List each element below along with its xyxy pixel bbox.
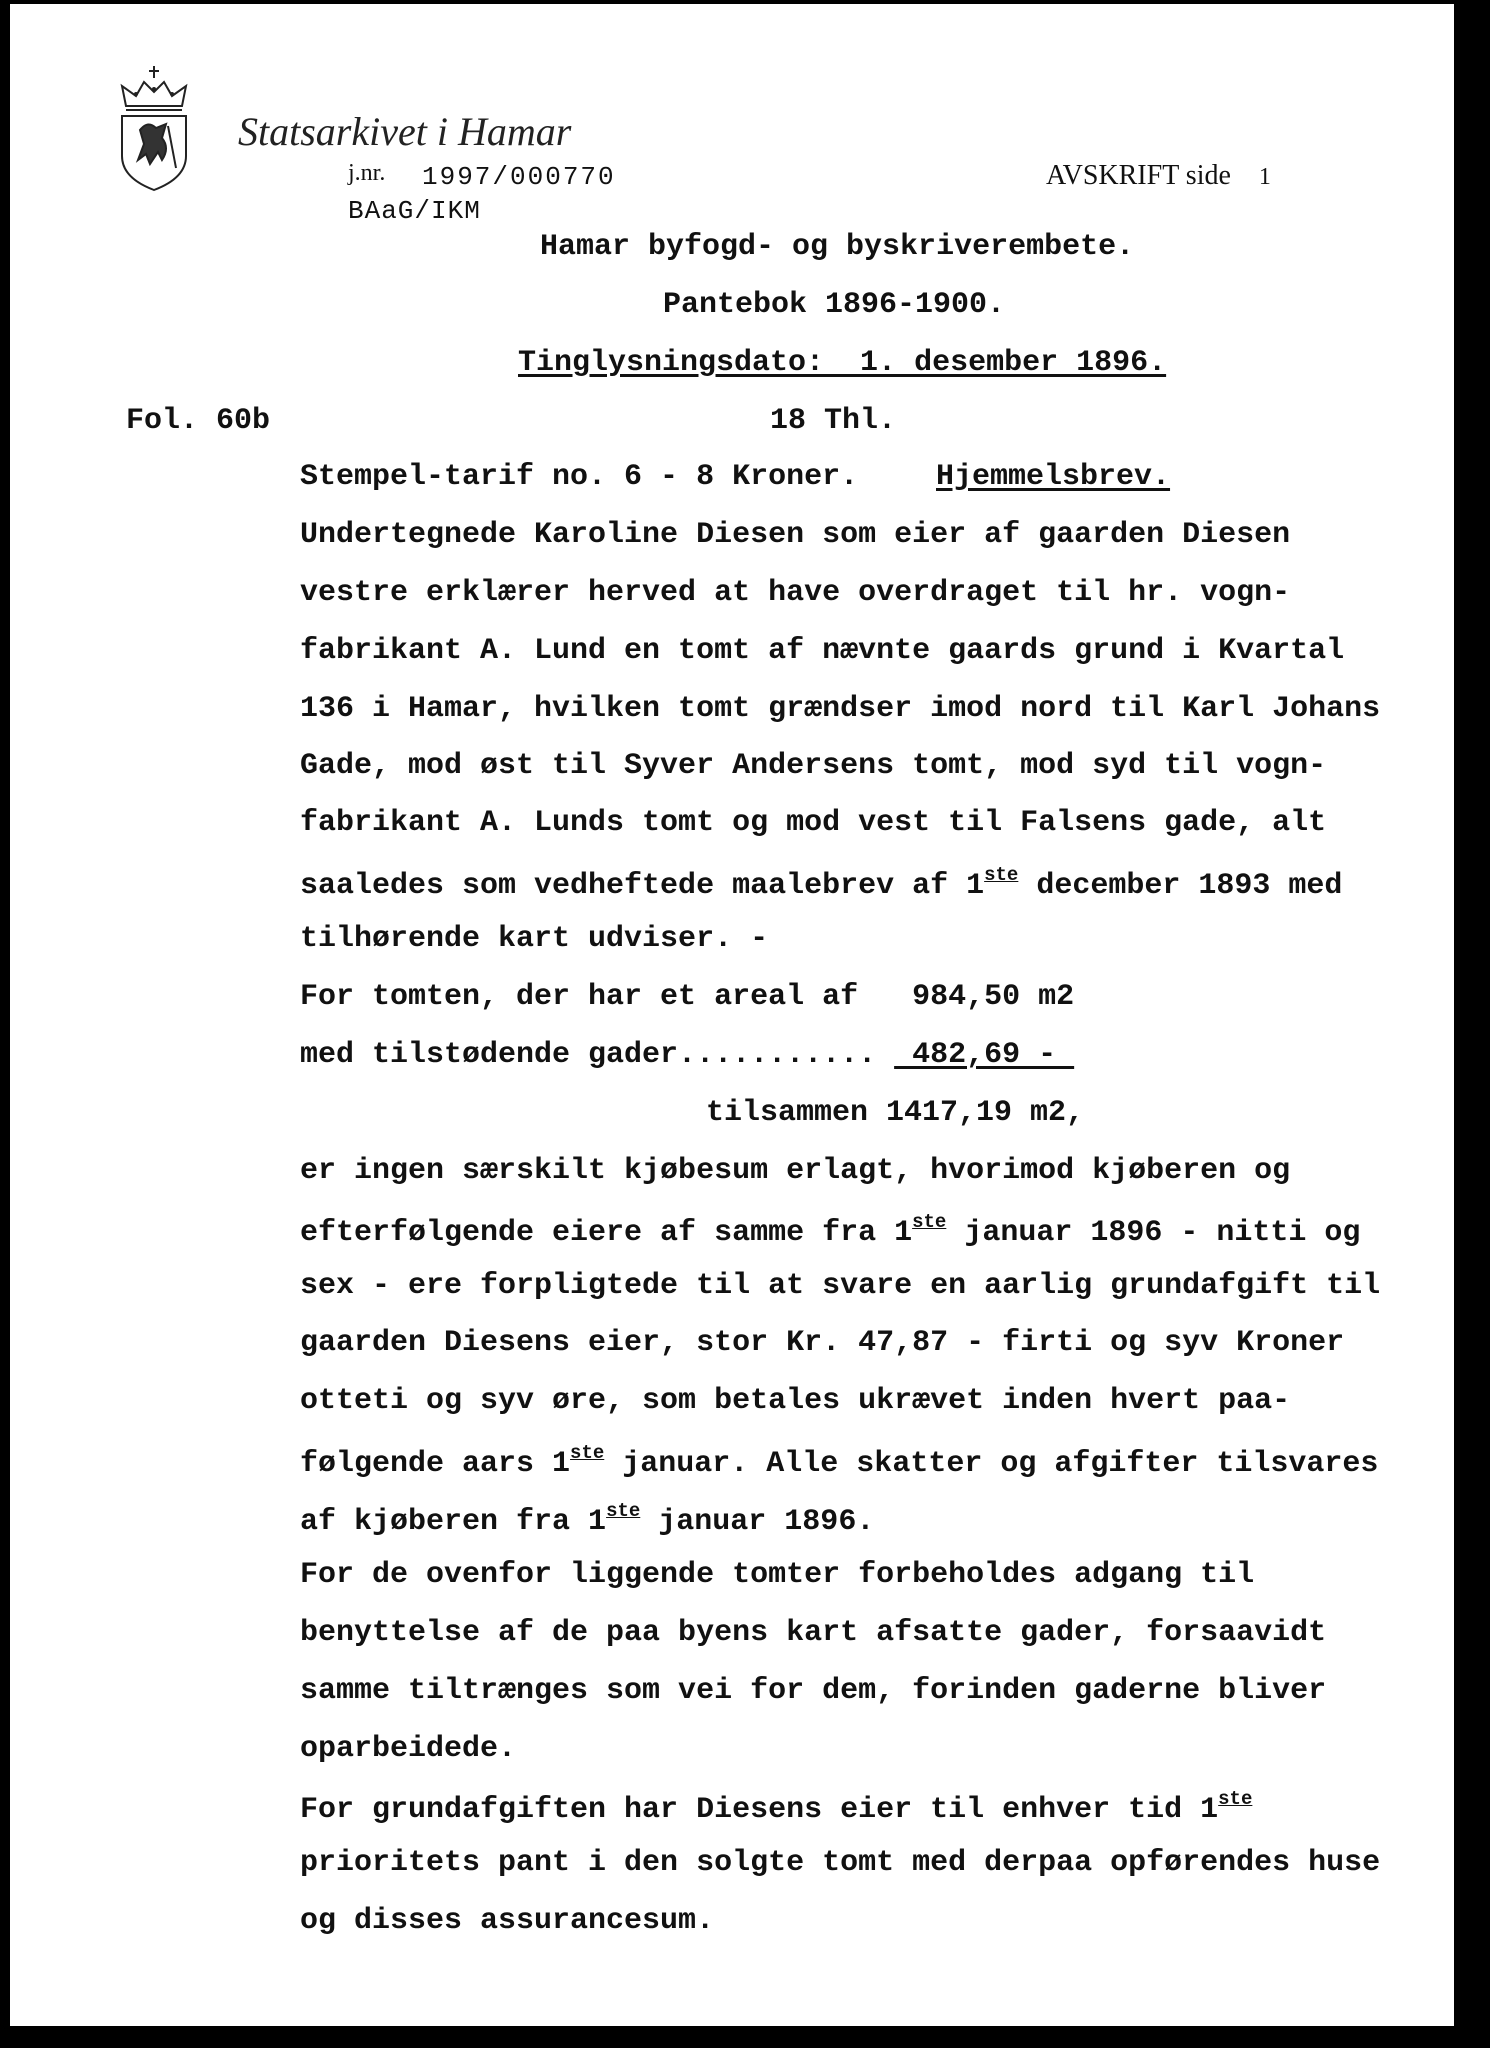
reference-code: BAaG/IKM: [348, 196, 481, 226]
body-line: otteti og syv øre, som betales ukrævet inden hvert paa-: [300, 1384, 1291, 1418]
body-text: december 1893 med: [1018, 869, 1343, 903]
body-line: [300, 1788, 1252, 1827]
body-line: [300, 864, 1342, 903]
body-text: januar 1896 - nitti og: [946, 1216, 1361, 1250]
body-text: januar. Alle skatter og afgifter tilsvares: [604, 1447, 1379, 1481]
total-line: tilsammen 1417,19 m2,: [706, 1096, 1085, 1130]
body-line: [300, 1500, 874, 1539]
body-line: og disses assurancesum.: [300, 1904, 715, 1938]
body-line: [300, 1038, 1074, 1072]
journal-number: 1997/000770: [422, 162, 616, 192]
body-line: gaarden Diesens eier, stor Kr. 47,87 - firti og syv Kroner: [300, 1326, 1345, 1360]
transcript-label: AVSKRIFT side: [1046, 160, 1231, 191]
book-heading: Pantebok 1896-1900.: [663, 288, 1006, 322]
superscript: ste: [912, 1211, 947, 1233]
page-number: 1: [1258, 164, 1271, 190]
body-text: januar 1896.: [640, 1505, 875, 1539]
superscript: ste: [1218, 1788, 1253, 1810]
body-line: vestre erklærer herved at have overdraget til hr. vogn-: [300, 576, 1291, 610]
superscript: ste: [606, 1500, 641, 1522]
body-text: saaledes som vedheftede maalebrev af 1: [300, 869, 985, 903]
stamp-tariff: Stempel-tarif no. 6 - 8 Kroner.: [300, 460, 859, 494]
body-text: efterfølgende eiere af samme fra 1: [300, 1216, 913, 1250]
body-line: fabrikant A. Lunds tomt og mod vest til Falsens gade, alt: [300, 806, 1327, 840]
folio-label: Fol. 60b: [126, 404, 271, 438]
document-type: Hjemmelsbrev.: [936, 460, 1171, 494]
body-text: følgende aars 1: [300, 1447, 571, 1481]
body-text: med tilstødende gader...........: [300, 1038, 895, 1072]
body-line: [300, 1211, 1360, 1250]
body-line: [300, 1442, 1378, 1481]
archive-name: Statsarkivet i Hamar: [238, 109, 572, 154]
body-line: oparbeidede.: [300, 1732, 517, 1766]
body-line: Gade, mod øst til Syver Andersens tomt, mod syd til vogn-: [300, 749, 1327, 783]
transcript-page-label: [1046, 160, 1271, 192]
body-line: For tomten, der har et areal af 984,50 m2: [300, 980, 1075, 1014]
body-line: prioritets pant i den solgte tomt med derpaa opførendes huse: [300, 1846, 1381, 1880]
body-line: tilhørende kart udviser. -: [300, 922, 769, 956]
document-page: [10, 4, 1454, 2026]
body-line: samme tiltrænges som vei for dem, forinden gaderne bliver: [300, 1674, 1327, 1708]
body-line: Undertegnede Karoline Diesen som eier af gaarden Diesen: [300, 518, 1291, 552]
journal-number-label: j.nr.: [348, 160, 386, 186]
superscript: ste: [570, 1442, 605, 1464]
body-text: af kjøberen fra 1: [300, 1505, 607, 1539]
body-line: fabrikant A. Lund en tomt af nævnte gaards grund i Kvartal: [300, 634, 1345, 668]
body-line: For de ovenfor liggende tomter forbeholdes adgang til: [300, 1558, 1255, 1592]
office-heading: Hamar byfogd- og byskriverembete.: [540, 230, 1135, 264]
body-line: 136 i Hamar, hvilken tomt grændser imod nord til Karl Johans: [300, 692, 1381, 726]
registration-date: Tinglysningsdato: 1. desember 1896.: [518, 346, 1167, 380]
coat-of-arms-icon: [112, 64, 196, 194]
body-line: benyttelse af de paa byens kart afsatte gader, forsaavidt: [300, 1616, 1327, 1650]
body-line: sex - ere forpligtede til at svare en aarlig grundafgift til: [300, 1269, 1381, 1303]
underlined-amount: 482,69 -: [894, 1038, 1075, 1072]
thl-label: 18 Thl.: [770, 404, 897, 438]
body-line: er ingen særskilt kjøbesum erlagt, hvorimod kjøberen og: [300, 1154, 1291, 1188]
superscript: ste: [984, 864, 1019, 886]
body-text: For grundafgiften har Diesens eier til enhver tid 1: [300, 1793, 1219, 1827]
